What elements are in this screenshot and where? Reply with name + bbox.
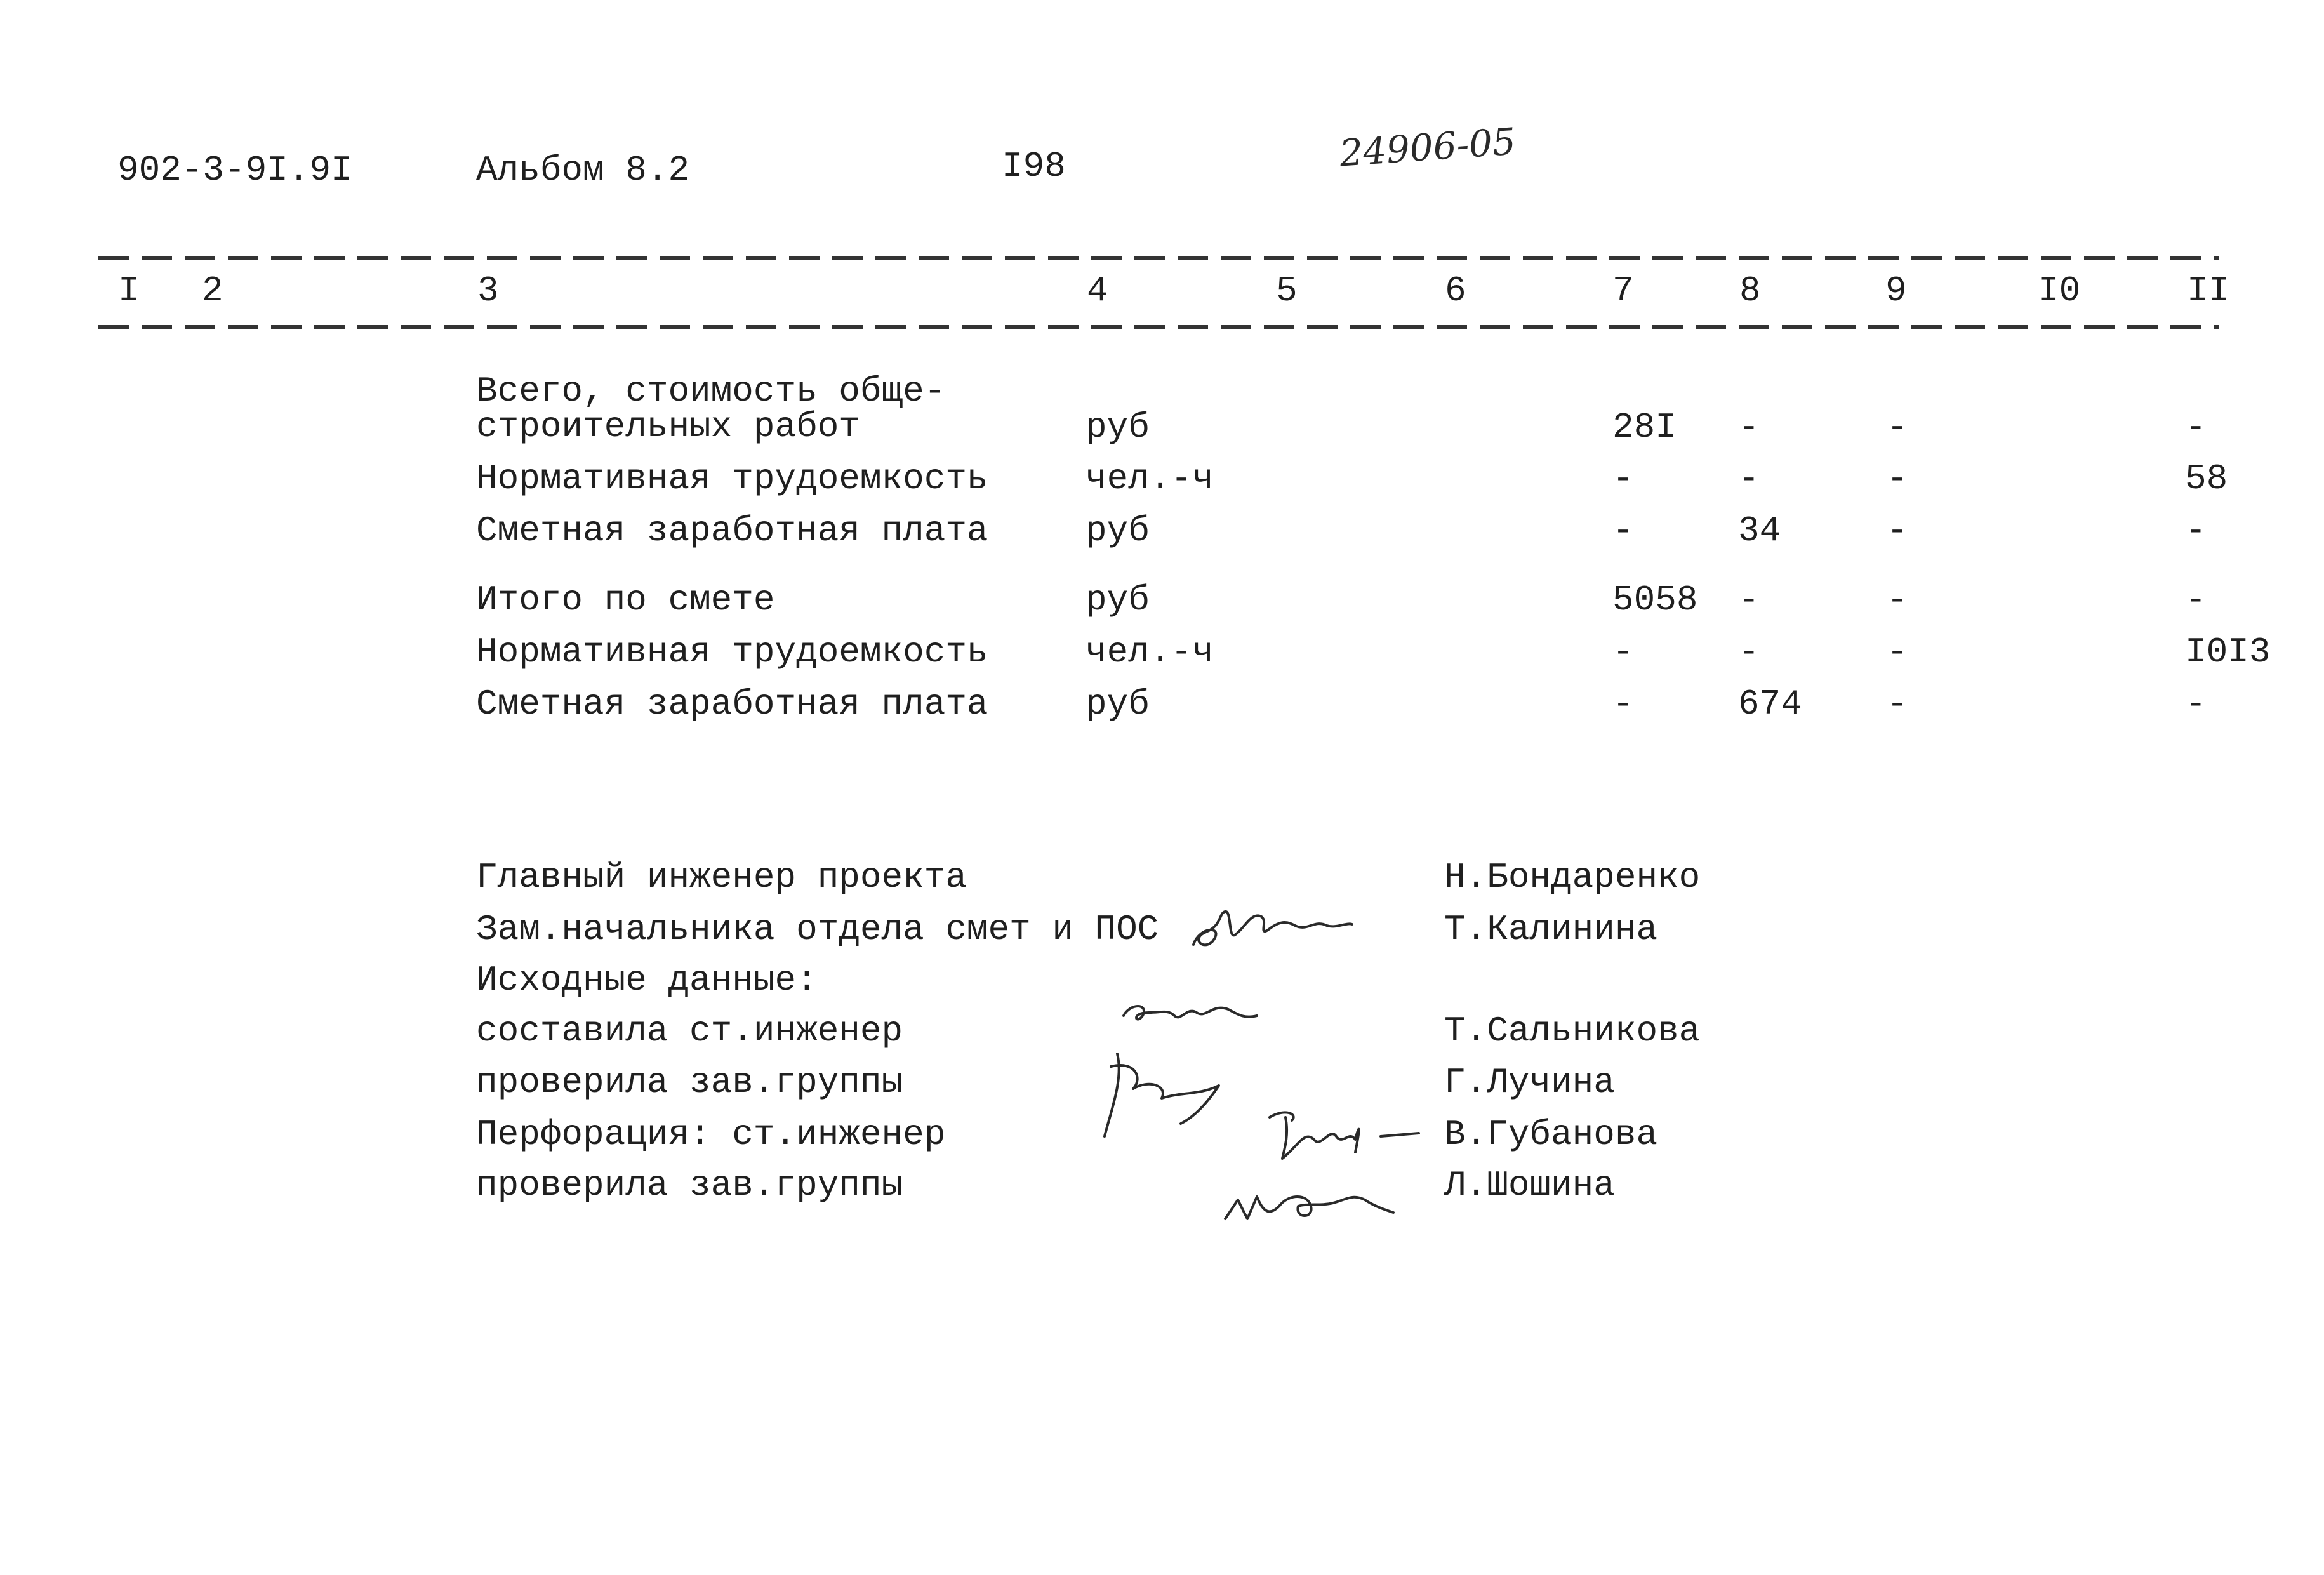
col-header-8: 8 [1739,270,1761,311]
col-header-11: II [2187,270,2230,311]
cell-col7: - [1612,684,1634,724]
col-header-6: 6 [1445,270,1466,311]
cell-col8: 674 [1738,684,1802,724]
signature-role: Зам.начальника отдела смет и ПОС [476,909,1159,950]
col-header-2: 2 [202,270,223,311]
cell-col8: - [1738,632,1760,672]
cell-col9: - [1887,632,1908,672]
col-header-4: 4 [1087,270,1108,311]
row-unit: чел.-ч [1086,632,1214,672]
signature-name: Л.Шошина [1444,1165,1615,1206]
row-label: Всего, стоимость обще- строительных работ [476,371,946,447]
cell-col11: 58 [2185,458,2228,499]
cell-col9: - [1887,580,1908,620]
row-unit: руб [1086,510,1150,551]
handwritten-signature [1098,1041,1225,1143]
signature-name: В.Губанова [1444,1114,1658,1155]
cell-col9: - [1887,510,1908,551]
handwritten-stamp-number: 24906-05 [1338,119,1517,175]
cell-col7: - [1612,458,1634,499]
row-unit: руб [1086,684,1150,724]
col-header-1: I [118,270,140,311]
header-bottom-rule [98,325,2219,329]
signature-role: составила ст.инженер [476,1011,903,1051]
row-unit: руб [1086,580,1150,620]
row-label: Итого по смете [476,580,775,620]
document-code: 902-3-9I.9I [117,150,352,190]
album-label: Альбом 8.2 [476,150,690,190]
cell-col8: - [1738,458,1760,499]
col-header-7: 7 [1612,270,1634,311]
col-header-10: I0 [2038,270,2081,311]
cell-col9: - [1887,407,1908,448]
col-header-9: 9 [1885,270,1907,311]
row-label: Нормативная трудоемкость [476,458,988,499]
signature-role: проверила зав.группы [476,1165,903,1206]
signature-name: Н.Бондаренко [1444,857,1701,898]
signature-name: Т.Сальникова [1444,1011,1701,1051]
cell-col11: - [2185,580,2207,620]
cell-col9: - [1887,684,1908,724]
col-header-5: 5 [1276,270,1298,311]
cell-col8: 34 [1738,510,1781,551]
header-top-rule [98,256,2219,260]
signature-name: Т.Калинина [1444,909,1658,950]
cell-col11: - [2185,684,2207,724]
cell-col11: - [2185,510,2207,551]
cell-col7: 28I [1612,407,1677,448]
cell-col7: - [1612,632,1634,672]
cell-col11: - [2185,407,2207,448]
cell-col7: 5058 [1612,580,1698,620]
signature-role: Главный инженер проекта [476,857,967,898]
cell-col8: - [1738,407,1760,448]
handwritten-signature [1260,1101,1425,1165]
row-label: Сметная заработная плата [476,684,988,724]
cell-col9: - [1887,458,1908,499]
signature-name: Г.Лучина [1444,1062,1615,1103]
col-header-3: 3 [477,270,499,311]
row-label: Нормативная трудоемкость [476,632,988,672]
row-unit: руб [1086,407,1150,448]
page-number: I98 [1002,146,1066,187]
cell-col7: - [1612,510,1634,551]
handwritten-signature [1219,1168,1403,1232]
cell-col11: I0I3 [2185,632,2271,672]
signature-role: Перфорация: ст.инженер [476,1114,946,1155]
signature-role: Исходные данные: [476,960,818,1000]
handwritten-signature [1187,900,1358,957]
cell-col8: - [1738,580,1760,620]
row-label: Сметная заработная плата [476,510,988,551]
row-unit: чел.-ч [1086,458,1214,499]
signature-role: проверила зав.группы [476,1062,903,1103]
